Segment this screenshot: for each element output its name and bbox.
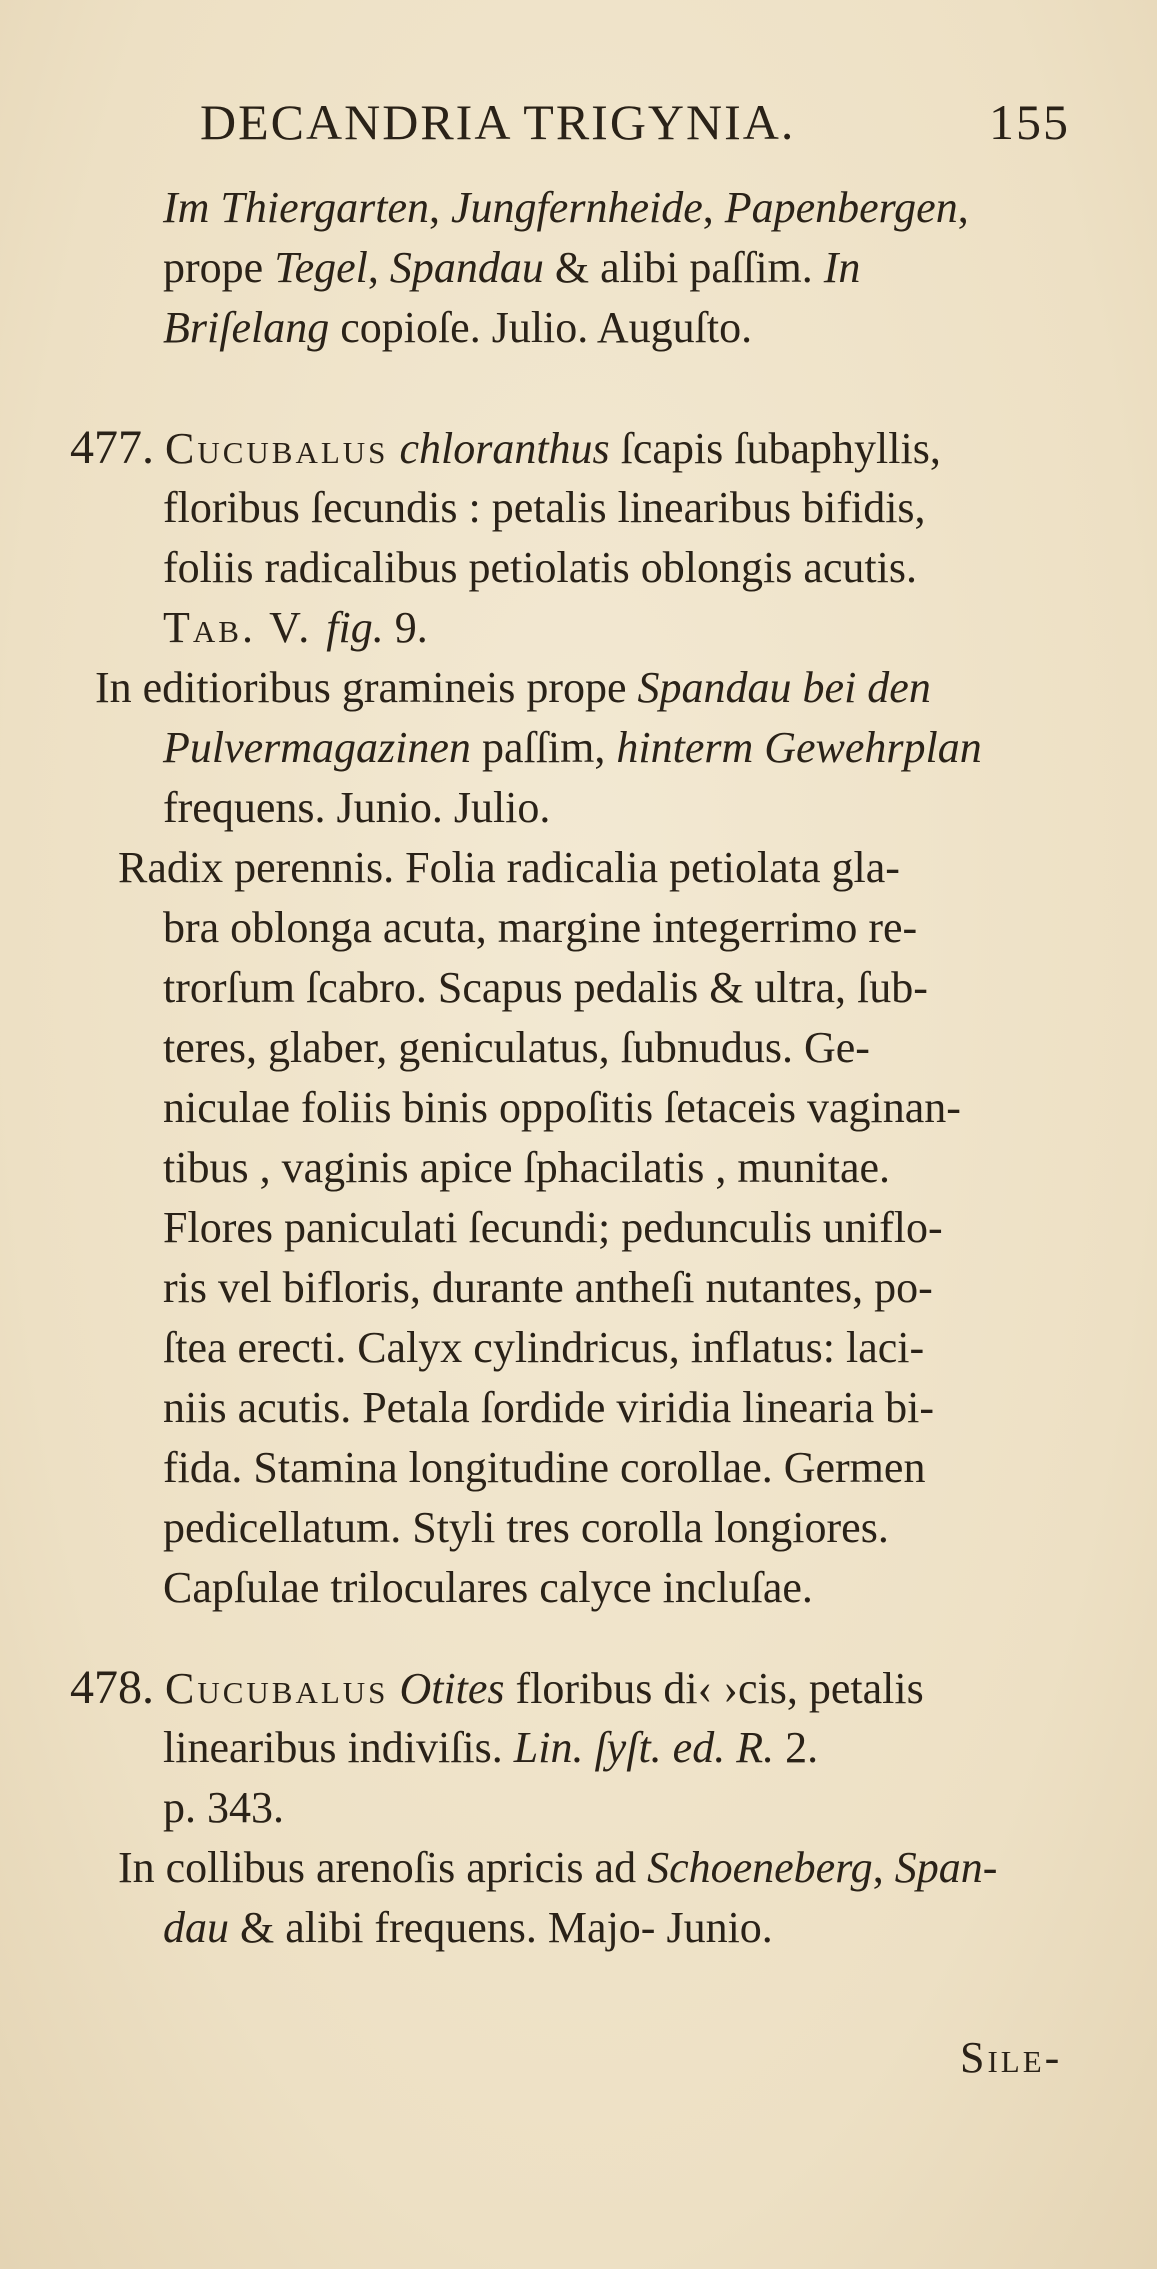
entry-477-genus: Cucubalus xyxy=(165,424,389,473)
entry-477-description-line-4: teres, glaber, geniculatus, ſubnudus. Ge- xyxy=(163,1023,870,1072)
entry-477-description-line-13: Capſulae triloculares calyce incluſae. xyxy=(163,1563,813,1612)
entry-477-description-line-8: ris vel bifloris, durante antheſi nutantes, po- xyxy=(163,1263,933,1312)
entry-477-habitat-line-3: frequens. Junio. Julio. xyxy=(163,783,551,832)
entry-477-habitat-line-1: In editioribus gramineis prope Spandau bei den xyxy=(95,663,931,712)
intro-line-1: Im Thiergarten, Jungfernheide, Papenbergen, xyxy=(163,183,969,232)
entry-478-habitat-line-2: dau & alibi frequens. Majo- Junio. xyxy=(163,1903,773,1952)
running-header xyxy=(200,92,1070,152)
entry-477-description-line-10: niis acutis. Petala ſordide viridia linearia bi- xyxy=(163,1383,934,1432)
page-number: 155 xyxy=(989,94,1070,150)
entry-477-habitat-line-2: Pulvermagazinen paſſim, hinterm Gewehrplan xyxy=(163,723,982,772)
entry-477-number: 477. xyxy=(70,421,154,474)
entry-477-description-line-6: tibus , vaginis apice ſphacilatis , munitae. xyxy=(163,1143,891,1192)
entry-477-line-1: 477. Cucubalus chloranthus ſcapis ſubaphyllis, xyxy=(70,421,941,474)
entry-478-line-1: 478. Cucubalus Otites floribus di‹ ›cis, petalis xyxy=(70,1661,924,1714)
entry-478-habitat-line-1: In collibus arenoſis apricis ad Schoeneberg, Span- xyxy=(118,1843,998,1892)
entry-477-line-3: foliis radicalibus petiolatis oblongis acutis. xyxy=(163,543,917,592)
entry-477-description-line-1: Radix perennis. Folia radicalia petiolata gla- xyxy=(118,843,900,892)
entry-477-description-line-12: pedicellatum. Styli tres corolla longiores. xyxy=(163,1503,889,1552)
entry-477-plate-reference: Tab. V. fig. 9. xyxy=(163,603,428,652)
entry-478-species: Otites xyxy=(399,1664,505,1713)
entry-477-line-2: floribus ſecundis : petalis linearibus bifidis, xyxy=(163,483,926,532)
intro-line-2: prope Tegel, Spandau & alibi paſſim. In xyxy=(163,243,861,292)
entry-477-description-line-11: fida. Stamina longitudine corollae. Germen xyxy=(163,1443,926,1492)
entry-477-description-line-9: ſtea erecti. Calyx cylindricus, inflatus: laci- xyxy=(163,1323,925,1372)
entry-477-description-line-7: Flores paniculati ſecundi; pedunculis uniflo- xyxy=(163,1203,943,1252)
entry-478-number: 478. xyxy=(70,1661,154,1714)
entry-477-species: chloranthus xyxy=(399,424,610,473)
entry-477-description-line-2: bra oblonga acuta, margine integerrimo re- xyxy=(163,903,918,952)
entry-478-line-3: p. 343. xyxy=(163,1783,284,1832)
header-title: DECANDRIA TRIGYNIA. xyxy=(200,94,796,150)
entry-477-description-line-3: trorſum ſcabro. Scapus pedalis & ultra, ſub- xyxy=(163,963,928,1012)
intro-line-3: Briſelang copioſe. Julio. Auguſto. xyxy=(163,303,753,352)
catchword: Sile- xyxy=(960,2033,1063,2082)
entry-477-description-line-5: niculae foliis binis oppoſitis ſetaceis vaginan- xyxy=(163,1083,961,1132)
entry-478-genus: Cucubalus xyxy=(165,1664,389,1713)
entry-478-line-2: linearibus indiviſis. Lin. ſyſt. ed. R. 2. xyxy=(163,1723,819,1772)
